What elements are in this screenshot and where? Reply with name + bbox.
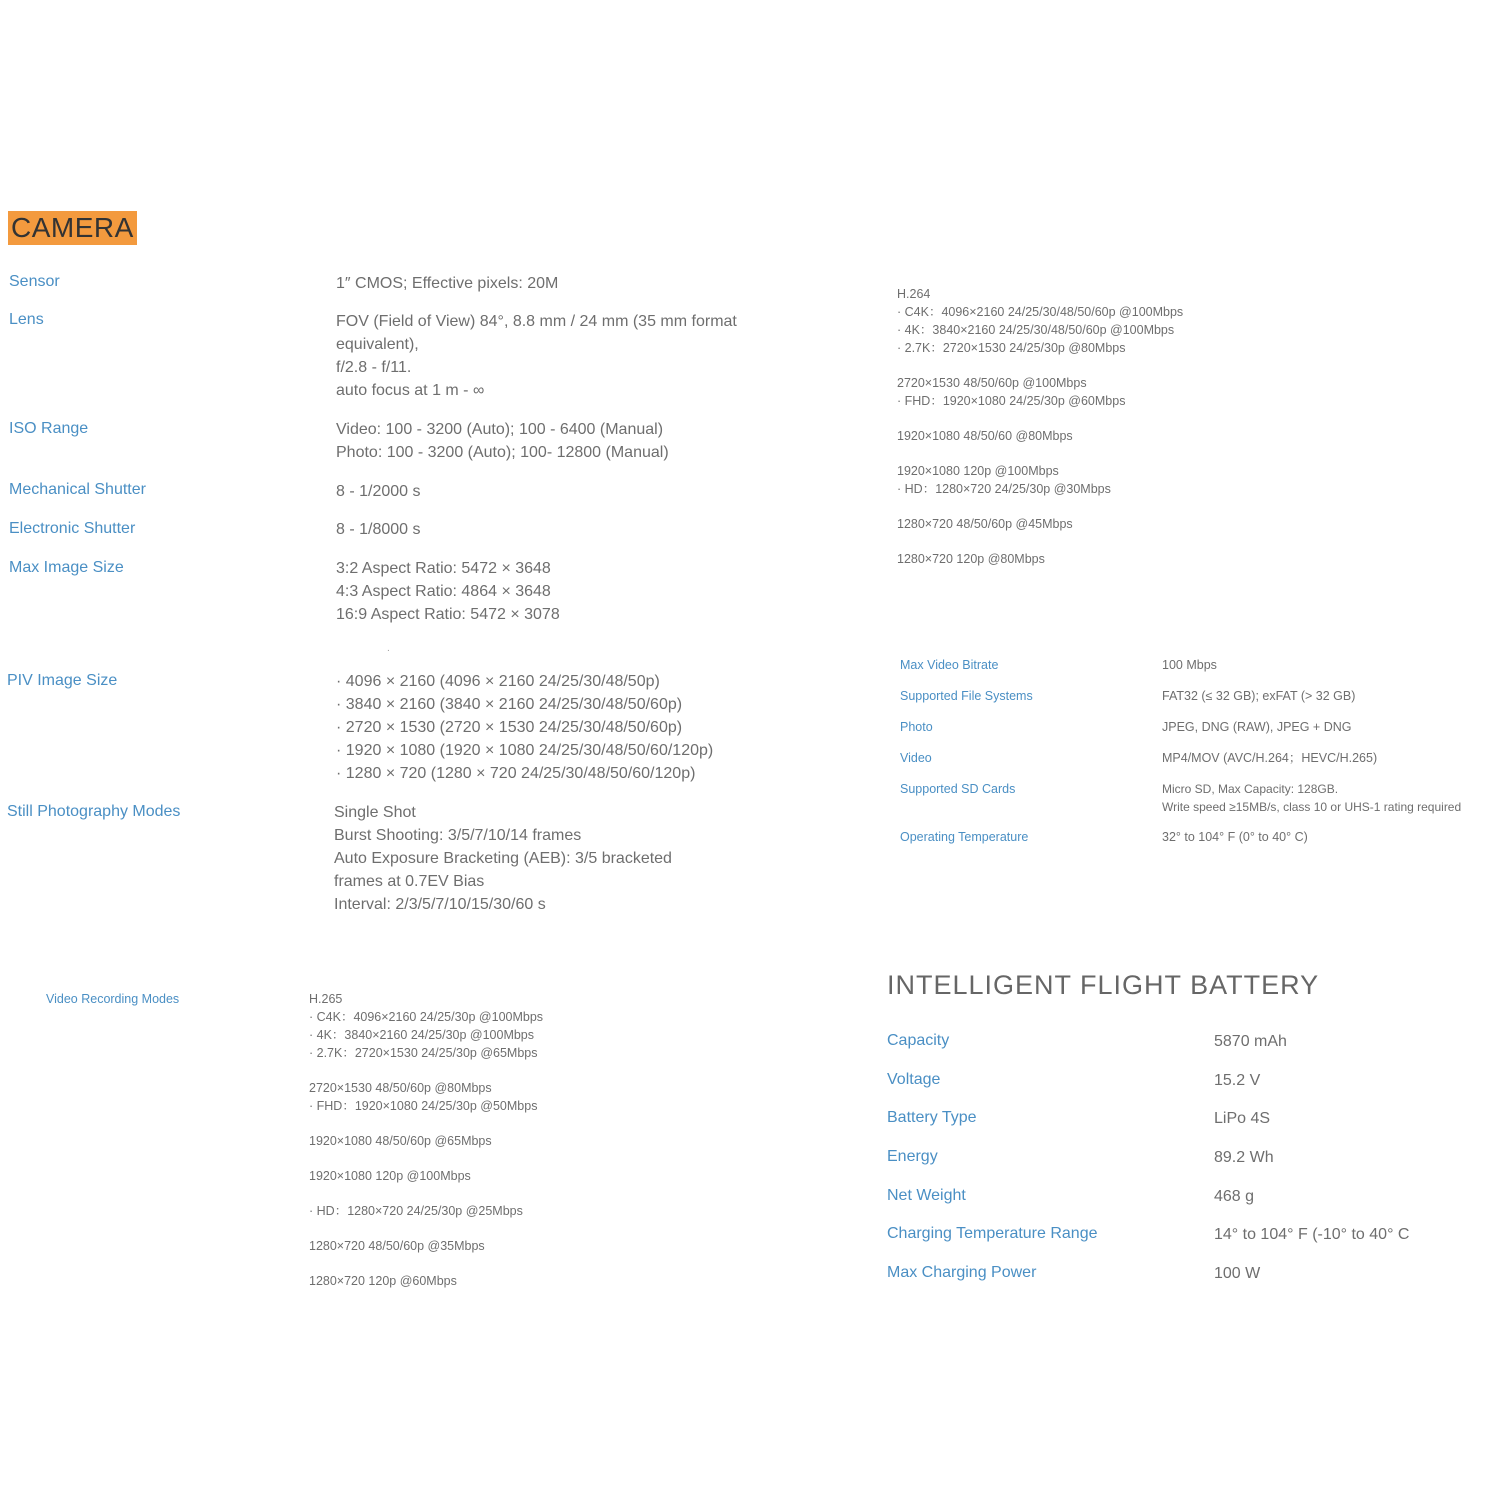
spec-label-max-charging-power: Max Charging Power bbox=[887, 1264, 1037, 1281]
spacer bbox=[897, 498, 1183, 515]
spec-value-supported-sd-cards bbox=[1162, 780, 1461, 816]
spacer bbox=[309, 1150, 543, 1167]
value-line: FOV (Field of View) 84°, 8.8 mm / 24 mm (35 mm format bbox=[336, 313, 737, 330]
spacer bbox=[309, 1220, 543, 1237]
spec-value-max-charging-power: 100 W bbox=[1214, 1265, 1261, 1282]
h264-line: 1280×720 120p @80Mbps bbox=[897, 552, 1045, 566]
h265-line: 1280×720 48/50/60p @35Mbps bbox=[309, 1239, 485, 1253]
h265-line: 2720×1530 48/50/60p @80Mbps bbox=[309, 1081, 492, 1095]
value-line: equivalent), bbox=[336, 336, 419, 353]
h264-line: · C4K：4096×2160 24/25/30/48/50/60p @100Mbps bbox=[897, 305, 1184, 319]
spec-label-net-weight: Net Weight bbox=[887, 1187, 966, 1204]
spec-label-operating-temperature: Operating Temperature bbox=[900, 830, 1029, 844]
value-line: frames at 0.7EV Bias bbox=[334, 873, 485, 890]
value-line: Burst Shooting: 3/5/7/10/14 frames bbox=[334, 827, 582, 844]
spec-value-net-weight: 468 g bbox=[1214, 1188, 1255, 1205]
value-line: 100 Mbps bbox=[1162, 658, 1217, 672]
spec-value-sensor bbox=[336, 272, 558, 295]
value-line: 8 - 1/8000 s bbox=[336, 521, 421, 538]
spec-value-battery-type: LiPo 4S bbox=[1214, 1110, 1271, 1127]
spec-value-max-video-bitrate bbox=[1162, 656, 1217, 674]
spacer bbox=[309, 1115, 543, 1132]
h264-line: 1920×1080 120p @100Mbps bbox=[897, 464, 1059, 478]
value-line: Write speed ≥15MB/s, class 10 or UHS-1 rating required bbox=[1162, 800, 1462, 814]
spec-value-max-image-size bbox=[336, 557, 560, 626]
h265-list bbox=[309, 990, 543, 1290]
spec-label-piv-image-size: PIV Image Size bbox=[7, 672, 118, 689]
h265-line: · C4K：4096×2160 24/25/30p @100Mbps bbox=[309, 1010, 544, 1024]
value-line: Video: 100 - 3200 (Auto); 100 - 6400 (Manual) bbox=[336, 421, 664, 438]
h264-line: · HD：1280×720 24/25/30p @30Mbps bbox=[897, 482, 1111, 496]
spec-label-still-photography-modes: Still Photography Modes bbox=[7, 803, 181, 820]
value-line: 16:9 Aspect Ratio: 5472 × 3078 bbox=[336, 606, 560, 623]
spec-value-capacity: 5870 mAh bbox=[1214, 1033, 1287, 1050]
spec-label-voltage: Voltage bbox=[887, 1071, 941, 1088]
value-line: Single Shot bbox=[334, 804, 416, 821]
spec-label-photo: Photo bbox=[900, 720, 933, 734]
h265-line: · FHD：1920×1080 24/25/30p @50Mbps bbox=[309, 1099, 538, 1113]
stray-dot: . bbox=[387, 643, 390, 654]
h264-line: 2720×1530 48/50/60p @100Mbps bbox=[897, 376, 1087, 390]
camera-heading: CAMERA bbox=[8, 211, 137, 245]
value-line: 1″ CMOS; Effective pixels: 20M bbox=[336, 275, 559, 292]
spec-value-electronic-shutter bbox=[336, 518, 421, 541]
spacer bbox=[897, 410, 1183, 427]
h265-line: 1280×720 120p @60Mbps bbox=[309, 1274, 457, 1288]
value-line: auto focus at 1 m - ∞ bbox=[336, 382, 485, 399]
h264-line: · 4K：3840×2160 24/25/30/48/50/60p @100Mbps bbox=[897, 323, 1175, 337]
spec-label-mechanical-shutter: Mechanical Shutter bbox=[9, 481, 146, 498]
value-line: f/2.8 - f/11. bbox=[336, 359, 412, 376]
value-line: JPEG, DNG (RAW), JPEG + DNG bbox=[1162, 720, 1352, 734]
spec-value-operating-temperature bbox=[1162, 828, 1308, 846]
spec-label-supported-sd-cards: Supported SD Cards bbox=[900, 782, 1016, 796]
value-line: 8 - 1/2000 s bbox=[336, 483, 421, 500]
value-line: · 4096 × 2160 (4096 × 2160 24/25/30/48/50p) bbox=[336, 673, 660, 690]
value-line: · 1920 × 1080 (1920 × 1080 24/25/30/48/50/60/120p) bbox=[336, 742, 714, 759]
spacer bbox=[309, 1062, 543, 1079]
spec-label-video: Video bbox=[900, 751, 932, 765]
value-line: Auto Exposure Bracketing (AEB): 3/5 bracketed bbox=[334, 850, 672, 867]
spec-label-video-recording-modes: Video Recording Modes bbox=[46, 992, 180, 1006]
spec-label-capacity: Capacity bbox=[887, 1032, 950, 1049]
spec-value-supported-file-systems bbox=[1162, 687, 1355, 705]
value-line: FAT32 (≤ 32 GB); exFAT (> 32 GB) bbox=[1162, 689, 1356, 703]
value-line: · 1280 × 720 (1280 × 720 24/25/30/48/50/60/120p) bbox=[336, 765, 696, 782]
spec-label-electronic-shutter: Electronic Shutter bbox=[9, 520, 136, 537]
spacer bbox=[897, 533, 1183, 550]
spec-value-charging-temperature-range: 14° to 104° F (-10° to 40° C bbox=[1214, 1226, 1410, 1243]
h264-list bbox=[897, 285, 1183, 568]
value-line: Micro SD, Max Capacity: 128GB. bbox=[1162, 782, 1339, 796]
h264-line: H.264 bbox=[897, 287, 931, 301]
h264-line: 1920×1080 48/50/60 @80Mbps bbox=[897, 429, 1073, 443]
h265-line: · 4K：3840×2160 24/25/30p @100Mbps bbox=[309, 1028, 535, 1042]
h265-line: 1920×1080 48/50/60p @65Mbps bbox=[309, 1134, 492, 1148]
value-line: 4:3 Aspect Ratio: 4864 × 3648 bbox=[336, 583, 551, 600]
spec-label-max-video-bitrate: Max Video Bitrate bbox=[900, 658, 999, 672]
spec-value-photo bbox=[1162, 718, 1351, 736]
battery-heading: INTELLIGENT FLIGHT BATTERY bbox=[887, 970, 1320, 1000]
spec-label-max-image-size: Max Image Size bbox=[9, 559, 124, 576]
spacer bbox=[309, 1255, 543, 1272]
spec-value-mechanical-shutter bbox=[336, 480, 421, 503]
spec-label-supported-file-systems: Supported File Systems bbox=[900, 689, 1033, 703]
value-line: · 3840 × 2160 (3840 × 2160 24/25/30/48/50/60p) bbox=[336, 696, 683, 713]
spec-label-battery-type: Battery Type bbox=[887, 1109, 977, 1126]
h265-line: · 2.7K：2720×1530 24/25/30p @65Mbps bbox=[309, 1046, 538, 1060]
spec-label-lens: Lens bbox=[9, 311, 44, 328]
spec-label-sensor: Sensor bbox=[9, 273, 60, 290]
value-line: · 2720 × 1530 (2720 × 1530 24/25/30/48/50/60p) bbox=[336, 719, 683, 736]
spec-value-lens bbox=[336, 310, 737, 402]
spec-value-still-photography-modes bbox=[334, 801, 672, 916]
spec-label-charging-temperature-range: Charging Temperature Range bbox=[887, 1225, 1098, 1242]
spec-value-voltage: 15.2 V bbox=[1214, 1072, 1261, 1089]
spec-value-video bbox=[1162, 749, 1377, 767]
value-line: MP4/MOV (AVC/H.264；HEVC/H.265) bbox=[1162, 751, 1378, 765]
h264-line: 1280×720 48/50/60p @45Mbps bbox=[897, 517, 1073, 531]
spec-value-iso bbox=[336, 418, 669, 464]
spacer bbox=[897, 357, 1183, 374]
value-line: Photo: 100 - 3200 (Auto); 100- 12800 (Manual) bbox=[336, 444, 669, 461]
spec-value-piv-image-size bbox=[336, 670, 713, 785]
h265-line: · HD：1280×720 24/25/30p @25Mbps bbox=[309, 1204, 523, 1218]
spacer bbox=[897, 445, 1183, 462]
value-line: 32° to 104° F (0° to 40° C) bbox=[1162, 830, 1308, 844]
value-line: 3:2 Aspect Ratio: 5472 × 3648 bbox=[336, 560, 551, 577]
spec-value-energy: 89.2 Wh bbox=[1214, 1149, 1274, 1166]
spacer bbox=[309, 1185, 543, 1202]
value-line: Interval: 2/3/5/7/10/15/30/60 s bbox=[334, 896, 546, 913]
spec-label-iso: ISO Range bbox=[9, 420, 89, 437]
h265-line: 1920×1080 120p @100Mbps bbox=[309, 1169, 471, 1183]
spec-label-energy: Energy bbox=[887, 1148, 938, 1165]
h264-line: · 2.7K：2720×1530 24/25/30p @80Mbps bbox=[897, 341, 1126, 355]
h265-line: H.265 bbox=[309, 992, 343, 1006]
h264-line: · FHD：1920×1080 24/25/30p @60Mbps bbox=[897, 394, 1126, 408]
